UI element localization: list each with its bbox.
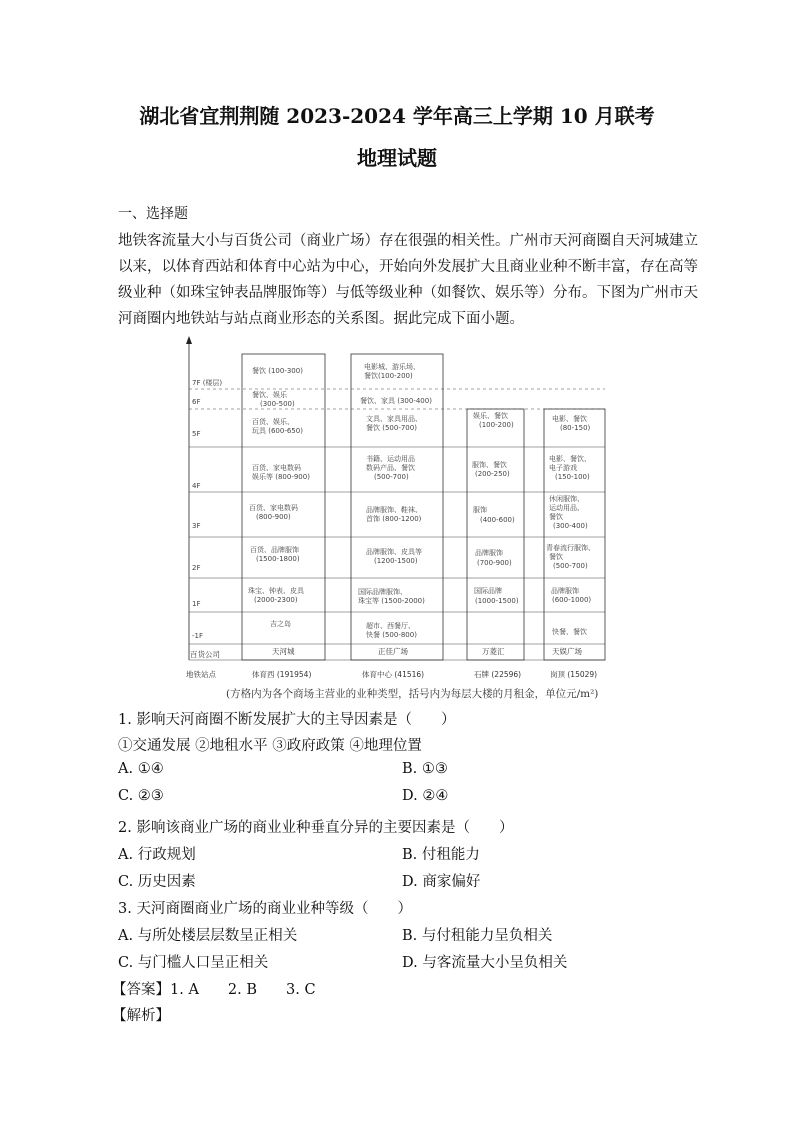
store-name: 天娱广场 bbox=[552, 647, 582, 656]
cell-text: 青春流行服饰、 bbox=[546, 544, 595, 552]
cell-text: 数码产品、餐饮 bbox=[366, 464, 415, 472]
figure-graphic bbox=[180, 332, 610, 692]
cell-text: (400-600) bbox=[480, 516, 515, 524]
cell-text: 百货、娱乐、 bbox=[252, 418, 294, 426]
cell-text: (1000-1500) bbox=[475, 597, 519, 605]
row-label-store: 百货公司 bbox=[190, 650, 220, 659]
row-label-station: 地铁站点 bbox=[186, 670, 216, 679]
cell-text: 书籍、运动用品 bbox=[366, 455, 415, 463]
section-heading: 一、选择题 bbox=[118, 206, 188, 222]
q3-option-b: B. 与付租能力呈负相关 bbox=[402, 928, 553, 944]
cell-text: 超市、西餐厅、 bbox=[366, 622, 415, 630]
cell-text: (500-700) bbox=[553, 562, 588, 570]
floor-label: 3F bbox=[192, 522, 201, 530]
question-1-stem: 1. 影响天河商圈不断发展扩大的主导因素是（ ） bbox=[118, 712, 456, 728]
q2-option-b: B. 付租能力 bbox=[402, 847, 480, 863]
cell-text: 休闲服饰、 bbox=[549, 495, 584, 503]
question-3-stem: 3. 天河商圈商业广场的商业业种等级（ ） bbox=[118, 901, 412, 917]
q1-option-d: D. ②④ bbox=[402, 788, 449, 804]
floor-label: 4F bbox=[192, 482, 201, 490]
answer-line: 【答案】1. A 2. B 3. C bbox=[112, 982, 316, 998]
cell-text: 国际品牌服饰、 bbox=[358, 588, 407, 596]
cell-text: 品牌服饰 bbox=[551, 587, 579, 595]
cell-text: (80-150) bbox=[560, 424, 591, 432]
floor-label: 2F bbox=[192, 564, 201, 572]
metro-commerce-figure bbox=[180, 332, 610, 702]
cell-text: 服饰、餐饮 bbox=[472, 461, 507, 469]
cell-text: 餐饮、家具 (300-400) bbox=[360, 397, 432, 405]
q1-option-a: A. ①④ bbox=[118, 761, 164, 777]
cell-text: (2000-2300) bbox=[254, 596, 298, 604]
cell-text: (600-1000) bbox=[552, 596, 592, 604]
cell-text: 餐饮 bbox=[549, 513, 563, 521]
cell-text: (300-400) bbox=[553, 522, 588, 530]
cell-text: 吉之岛 bbox=[270, 620, 291, 628]
cell-text: (1500-1800) bbox=[256, 555, 300, 563]
cell-text: 快餐、餐饮 bbox=[552, 628, 587, 636]
cell-text: (100-200) bbox=[479, 421, 514, 429]
intro-line: 河商圈内地铁站与站点商业形态的关系图。据此完成下面小题。 bbox=[118, 311, 524, 327]
station-name: 体育中心 (41516) bbox=[362, 670, 425, 679]
station-name: 石牌 (22596) bbox=[474, 670, 522, 679]
floor-label: 5F bbox=[192, 430, 201, 438]
q2-option-d: D. 商家偏好 bbox=[402, 874, 481, 890]
cell-text: 电影城、游乐场、 bbox=[364, 363, 420, 371]
cell-text: 百货、家电数码 bbox=[252, 464, 301, 472]
store-name: 正佳广场 bbox=[378, 647, 408, 656]
station-name: 岗顶 (15029) bbox=[550, 670, 598, 679]
q2-option-c: C. 历史因素 bbox=[118, 874, 196, 890]
cell-text: 百货、品牌服饰 bbox=[250, 546, 299, 554]
store-name: 天河城 bbox=[272, 647, 295, 656]
cell-text: 餐饮、娱乐 bbox=[252, 391, 287, 399]
cell-text: 电影、餐饮、 bbox=[549, 455, 591, 463]
cell-text: 娱乐等 (800-900) bbox=[252, 473, 310, 481]
cell-text: 餐饮 (100-300) bbox=[252, 367, 303, 375]
document-title: 湖北省宜荆荆随 2023-2024 学年高三上学期 10 月联考 bbox=[139, 104, 655, 128]
intro-line: 地铁客流量大小与百货公司（商业广场）存在很强的相关性。广州市天河商圈自天河城建立 bbox=[118, 233, 698, 249]
cell-text: 品牌服饰、皮具等 bbox=[366, 548, 422, 556]
cell-text: 电子游戏 bbox=[549, 464, 577, 472]
floor-label: 1F bbox=[192, 600, 201, 608]
cell-text: (150-100) bbox=[555, 473, 590, 481]
question-2-stem: 2. 影响该商业广场的商业业种垂直分异的主要因素是（ ） bbox=[118, 820, 514, 836]
analysis-heading: 【解析】 bbox=[112, 1008, 170, 1024]
floor-label: 7F (楼层) bbox=[192, 379, 223, 387]
cell-text: (500-700) bbox=[374, 473, 409, 481]
store-name: 万菱汇 bbox=[482, 647, 505, 656]
cell-text: 珠宝等 (1500-2000) bbox=[358, 597, 425, 605]
q2-option-a: A. 行政规划 bbox=[118, 847, 196, 863]
q3-option-c: C. 与门槛人口呈正相关 bbox=[118, 955, 269, 971]
cell-text: 服饰 bbox=[473, 506, 487, 514]
cell-text: 娱乐、餐饮 bbox=[473, 412, 508, 420]
figure-caption: (方格内为各个商场主营业的业种类型，括号内为每层大楼的月租金，单位元/m²) bbox=[226, 688, 599, 700]
intro-line: 级业种（如珠宝钟表品牌服饰等）与低等级业种（如餐饮、娱乐等）分布。下图为广州市天 bbox=[118, 285, 698, 301]
cell-text: 文具、家具用品、 bbox=[366, 415, 422, 423]
cell-text: 电影、餐饮 bbox=[552, 415, 587, 423]
intro-paragraph bbox=[118, 228, 698, 332]
cell-text: 百货、家电数码 bbox=[249, 504, 298, 512]
station-name: 体育西 (191954) bbox=[252, 670, 312, 679]
cell-text: (700-900) bbox=[477, 559, 512, 567]
cell-text: (800-900) bbox=[256, 513, 291, 521]
cell-text: 快餐 (500-800) bbox=[366, 631, 417, 639]
cell-text: (200-250) bbox=[475, 470, 510, 478]
cell-text: (1200-1500) bbox=[374, 557, 418, 565]
floor-label: -1F bbox=[192, 632, 204, 640]
cell-text: 珠宝、钟表、皮具 bbox=[248, 587, 304, 595]
q3-option-a: A. 与所处楼层层数呈正相关 bbox=[118, 928, 298, 944]
cell-text: 品牌服饰、鞋袜、 bbox=[366, 506, 422, 514]
intro-line: 以来，以体育西站和体育中心站为中心，开始向外发展扩大且商业业种不断丰富，存在高等 bbox=[118, 259, 698, 275]
document-subtitle: 地理试题 bbox=[357, 146, 437, 170]
q3-option-d: D. 与客流量大小呈负相关 bbox=[402, 955, 568, 971]
cell-text: 餐饮 (500-700) bbox=[366, 424, 417, 432]
cell-text: 运动用品、 bbox=[549, 504, 584, 512]
floor-label: 6F bbox=[192, 398, 201, 406]
q1-option-c: C. ②③ bbox=[118, 788, 164, 804]
cell-text: 国际品牌 bbox=[474, 587, 502, 595]
cell-text: 餐饮 bbox=[549, 553, 563, 561]
cell-text: 餐饮(100-200) bbox=[364, 372, 413, 380]
cell-text: 玩具 (600-650) bbox=[252, 427, 303, 435]
question-1-items: ①交通发展 ②地租水平 ③政府政策 ④地理位置 bbox=[118, 738, 422, 754]
cell-text: 品牌服饰 bbox=[475, 549, 503, 557]
cell-text: (300-500) bbox=[260, 400, 295, 408]
cell-text: 首饰 (800-1200) bbox=[366, 515, 422, 523]
q1-option-b: B. ①③ bbox=[402, 761, 448, 777]
